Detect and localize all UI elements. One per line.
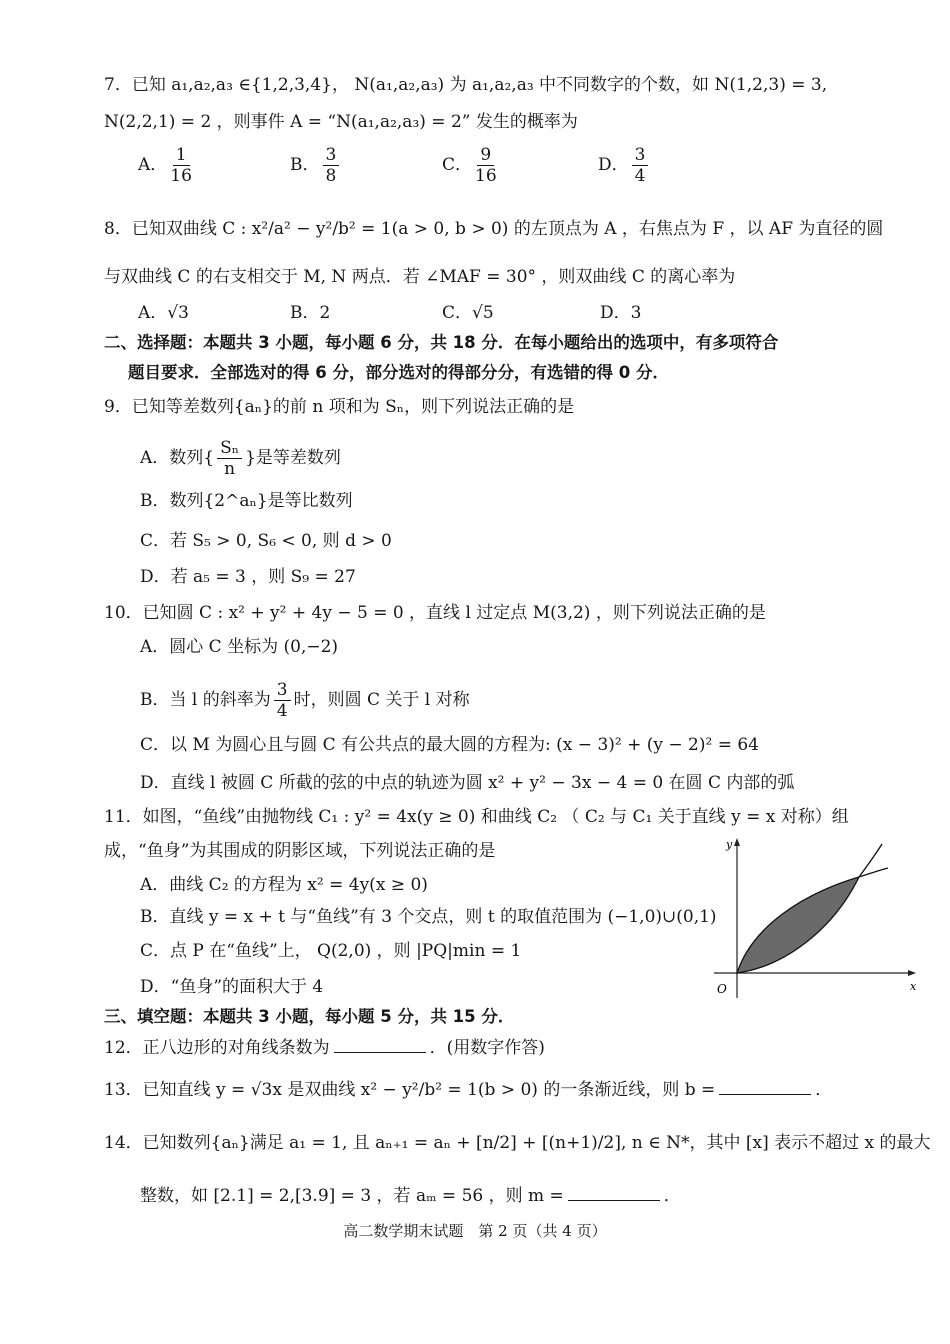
fish-body-region bbox=[737, 877, 859, 973]
q12: 12．正八边形的对角线条数为 ．(用数字作答) bbox=[104, 1038, 545, 1058]
figure-x-label: x bbox=[910, 980, 917, 993]
q14-answer-blank bbox=[568, 1184, 660, 1201]
x-axis-arrow bbox=[908, 970, 916, 976]
q10-stem: 10．已知圆 C : x² + y² + 4y − 5 = 0 ，直线 l 过定点 M(3,2) ，则下列说法正确的是 bbox=[104, 603, 766, 623]
q10-option-b: B．当 l 的斜率为 $\frac{3}{4}$ 时，则圆 C 关于 l 对称 bbox=[140, 680, 470, 721]
q11-option-c: C．点 P 在“鱼线”上， Q(2,0) ，则 |PQ|min = 1 bbox=[140, 941, 522, 961]
y-axis-arrow bbox=[734, 838, 740, 846]
q7-stem-line1: 7．已知 a₁,a₂,a₃ ∈{1,2,3,4}， N(a₁,a₂,a₃) 为 a₁,a₂,a₃ 中不同数字的个数，如 N(1,2,3) = 3, bbox=[104, 75, 828, 95]
q8-stem-line1: 8．已知双曲线 C : x²/a² − y²/b² = 1(a > 0, b > 0) 的左顶点为 A ，右焦点为 F ，以 AF 为直径的圆 bbox=[104, 219, 884, 239]
q9-option-a: A．数列{ $\frac{\text{Sₙ}}{n}$ }是等差数列 bbox=[140, 438, 341, 479]
section2-heading-line1: 二、选择题：本题共 3 小题，每小题 6 分，共 18 分．在每小题给出的选项中，有多项符合 bbox=[104, 333, 779, 352]
q13-answer-blank bbox=[719, 1078, 811, 1095]
q8-option-a: A．√3 bbox=[138, 303, 189, 323]
section2-heading-line2: 题目要求．全部选对的得 6 分，部分选对的得部分分，有选错的得 0 分． bbox=[128, 363, 669, 382]
q8-option-d: D．3 bbox=[600, 303, 642, 323]
fish-curve-figure bbox=[712, 832, 922, 1002]
q9-option-c: C．若 S₅ > 0, S₆ < 0, 则 d > 0 bbox=[140, 531, 392, 551]
curve-c1-tail bbox=[859, 844, 882, 877]
q11-stem-line1: 11．如图，“鱼线”由抛物线 C₁ : y² = 4x(y ≥ 0) 和曲线 C₂ （ C₂ 与 C₁ 关于直线 y = x 对称）组 bbox=[104, 807, 849, 827]
q8-option-b: B．2 bbox=[290, 303, 331, 323]
q10-option-c: C．以 M 为圆心且与圆 C 有公共点的最大圆的方程为: (x − 3)² + (y − 2)² = 64 bbox=[140, 735, 759, 755]
q7-option-b: B． $\frac{3}{8}$ bbox=[290, 145, 342, 186]
figure-origin-label: O bbox=[717, 982, 727, 996]
q12-answer-blank bbox=[334, 1036, 426, 1053]
q7-option-a: A． $\frac{1}{16}$ bbox=[138, 145, 192, 186]
q9-option-b: B．数列{2^aₙ}是等比数列 bbox=[140, 491, 353, 511]
q11-option-a: A．曲线 C₂ 的方程为 x² = 4y(x ≥ 0) bbox=[140, 875, 428, 895]
q11-option-d: D．“鱼身”的面积大于 4 bbox=[140, 977, 324, 997]
q10-option-a: A．圆心 C 坐标为 (0,−2) bbox=[140, 637, 339, 657]
page-footer: 高二数学期末试题 第 2 页（共 4 页） bbox=[343, 1222, 607, 1240]
curve-c2-tail bbox=[859, 868, 888, 877]
q7-stem-line2: N(2,2,1) = 2 ，则事件 A = “N(a₁,a₂,a₃) = 2” 发生的概率为 bbox=[104, 112, 578, 132]
q11-stem-line2: 成，“鱼身”为其围成的阴影区域，下列说法正确的是 bbox=[104, 841, 496, 861]
figure-y-label: y bbox=[726, 838, 733, 851]
q14-line1: 14．已知数列{aₙ}满足 a₁ = 1, 且 aₙ₊₁ = aₙ + [n/2] + [(n+1)/2], n ∈ N*，其中 [x] 表示不超过 x 的最大 bbox=[104, 1133, 931, 1153]
section3-heading: 三、填空题：本题共 3 小题，每小题 5 分，共 15 分． bbox=[104, 1007, 515, 1026]
q7-option-d: D． $\frac{3}{4}$ bbox=[598, 145, 651, 186]
q9-stem: 9．已知等差数列{aₙ}的前 n 项和为 Sₙ，则下列说法正确的是 bbox=[104, 397, 575, 417]
q7-option-c: C． $\frac{9}{16}$ bbox=[442, 145, 497, 186]
q13: 13．已知直线 y = √3x 是双曲线 x² − y²/b² = 1(b > 0) 的一条渐近线，则 b = ． bbox=[104, 1080, 833, 1100]
q8-option-c: C．√5 bbox=[442, 303, 494, 323]
q10-option-d: D．直线 l 被圆 C 所截的弦的中点的轨迹为圆 x² + y² − 3x − 4 = 0 在圆 C 内部的弧 bbox=[140, 773, 795, 793]
q8-stem-line2: 与双曲线 C 的右支相交于 M, N 两点．若 ∠MAF = 30° ，则双曲线 C 的离心率为 bbox=[104, 267, 736, 287]
q9-option-d: D．若 a₅ = 3 ，则 S₉ = 27 bbox=[140, 567, 356, 587]
q14-line2: 整数，如 [2.1] = 2,[3.9] = 3 ，若 aₘ = 56 ，则 m = ． bbox=[140, 1186, 681, 1206]
q11-option-b: B．直线 y = x + t 与“鱼线”有 3 个交点，则 t 的取值范围为 (−1,0)∪(0,1) bbox=[140, 907, 717, 927]
